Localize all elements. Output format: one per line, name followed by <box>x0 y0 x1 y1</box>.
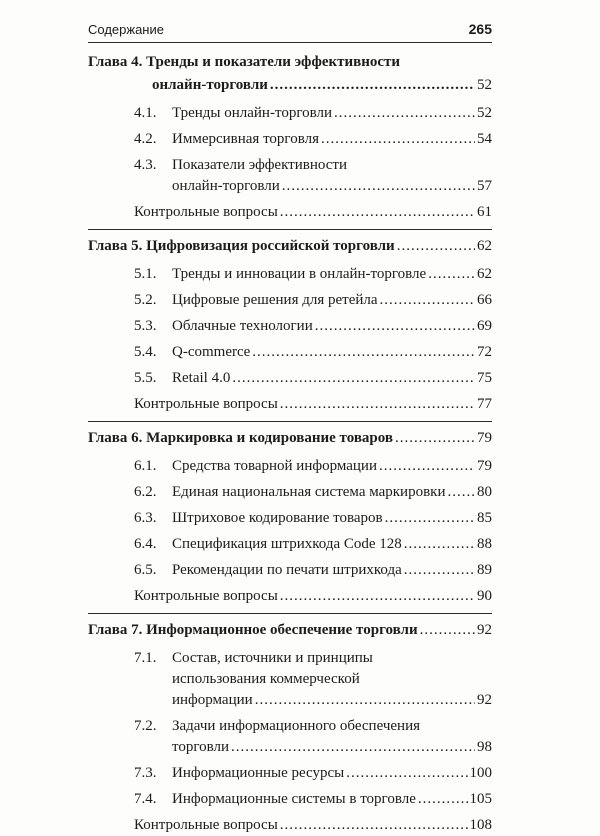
leader-dots <box>270 75 475 96</box>
leader-dots <box>404 560 475 581</box>
chapter-6-title: Глава 6. Маркировка и кодирование товаров ..... 79 <box>88 428 492 449</box>
leader-dots <box>448 482 476 503</box>
toc-entry-7-3: 7.3. Информационные ресурсы ..... 100 <box>88 763 492 784</box>
leader-dots <box>334 103 475 124</box>
toc-entry-7-1: 7.1. Состав, источники и принципы использования коммерческой информации ..... 92 <box>88 648 492 711</box>
toc-entry-5-3: 5.3. Облачные технологии ..... 69 <box>88 316 492 337</box>
leader-dots <box>321 129 475 150</box>
leader-dots <box>280 394 475 415</box>
toc-entry-4-2: 4.2. Иммерсивная торговля ..... 54 <box>88 129 492 150</box>
header-section-title: Содержание <box>88 22 164 37</box>
toc-entry-5-questions: Контрольные вопросы ..... 77 <box>88 394 492 415</box>
leader-dots <box>280 815 468 836</box>
leader-dots <box>379 456 475 477</box>
leader-dots <box>428 264 475 285</box>
leader-dots <box>252 342 475 363</box>
chapter-5-title: Глава 5. Цифровизация российской торговли ..... 62 <box>88 236 492 257</box>
leader-dots <box>315 316 475 337</box>
table-of-contents <box>88 52 492 836</box>
leader-dots <box>420 620 475 641</box>
leader-dots <box>404 534 475 555</box>
chapter-7 <box>88 620 492 836</box>
toc-entry-5-1: 5.1. Тренды и инновации в онлайн-торговле ..... 62 <box>88 264 492 285</box>
toc-entry-6-2: 6.2. Единая национальная система маркировки ..... 80 <box>88 482 492 503</box>
toc-entry-7-2: 7.2. Задачи информационного обеспечения торговли ..... 98 <box>88 716 492 758</box>
chapter-6 <box>88 428 492 614</box>
leader-dots <box>280 202 475 223</box>
leader-dots <box>282 176 475 197</box>
chapter-4-title-line1: Глава 4. Тренды и показатели эффективности <box>88 54 401 70</box>
chapter-4-title-line2: онлайн-торговли ..... 52 <box>88 75 492 96</box>
chapter-5 <box>88 236 492 422</box>
toc-entry-5-2: 5.2. Цифровые решения для ретейла ..... 66 <box>88 290 492 311</box>
leader-dots <box>397 236 475 257</box>
toc-entry-5-4: 5.4. Q-commerce ..... 72 <box>88 342 492 363</box>
chapter-7-title: Глава 7. Информационное обеспечение торговли ..... 92 <box>88 620 492 641</box>
toc-entry-6-1: 6.1. Средства товарной информации ..... 79 <box>88 456 492 477</box>
leader-dots <box>255 690 475 711</box>
chapter-4-page: 52 <box>477 77 492 93</box>
toc-entry-6-5: 6.5. Рекомендации по печати штрихкода ..... 89 <box>88 560 492 581</box>
header-page-number: 265 <box>468 21 492 37</box>
toc-entry-5-5: 5.5. Retail 4.0 ..... 75 <box>88 368 492 389</box>
toc-entry-7-4: 7.4. Информационные системы в торговле ..... 105 <box>88 789 492 810</box>
leader-dots <box>395 428 475 449</box>
toc-entry-6-4: 6.4. Спецификация штрихкода Code 128 ..... 88 <box>88 534 492 555</box>
leader-dots <box>380 290 475 311</box>
leader-dots <box>385 508 475 529</box>
toc-entry-6-questions: Контрольные вопросы ..... 90 <box>88 586 492 607</box>
leader-dots <box>346 763 467 784</box>
leader-dots <box>232 368 475 389</box>
chapter-4 <box>88 52 492 230</box>
leader-dots <box>231 737 475 758</box>
toc-entry-4-questions: Контрольные вопросы ..... 61 <box>88 202 492 223</box>
running-header <box>88 20 492 43</box>
toc-entry-6-3: 6.3. Штриховое кодирование товаров ..... 85 <box>88 508 492 529</box>
leader-dots <box>280 586 475 607</box>
toc-entry-4-3: 4.3. Показатели эффективности онлайн-торговли ..... 57 <box>88 155 492 197</box>
toc-entry-4-1: 4.1. Тренды онлайн-торговли ..... 52 <box>88 103 492 124</box>
toc-entry-7-questions: Контрольные вопросы ..... 108 <box>88 815 492 836</box>
leader-dots <box>418 789 468 810</box>
